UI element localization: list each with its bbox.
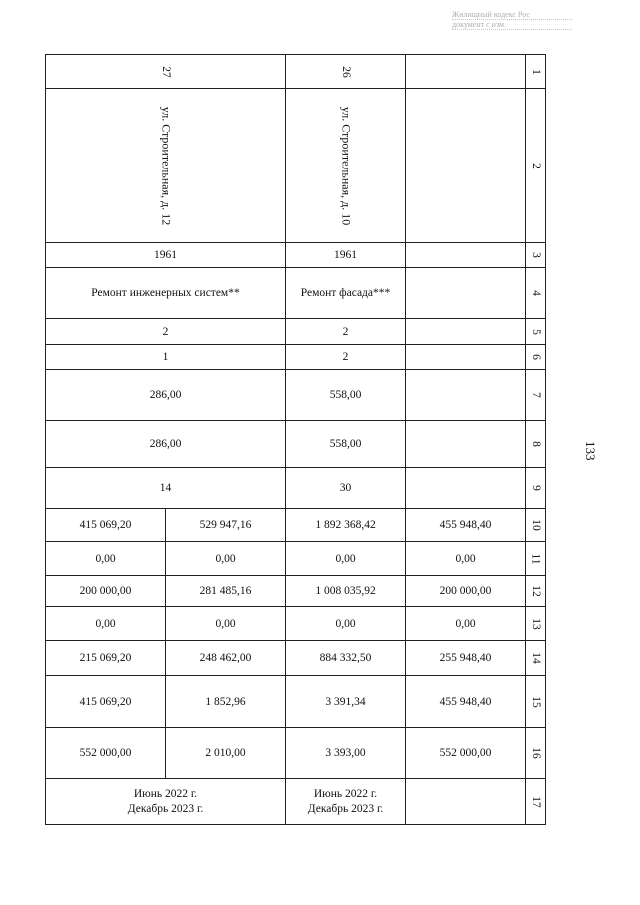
cell-r16-a: 552 000,00 — [46, 728, 166, 779]
cell-r13-b: 0,00 — [166, 607, 286, 641]
cell-r11-d: 0,00 — [406, 542, 526, 576]
cell-r7-c1: 286,00 — [46, 370, 286, 421]
row-number-7: 7 — [529, 392, 542, 398]
cell-r17-c2: Июнь 2022 г. Декабрь 2023 г. — [286, 779, 406, 825]
page-number: 133 — [583, 441, 598, 461]
table-row — [46, 542, 546, 576]
cell-r13-d: 0,00 — [406, 607, 526, 641]
cell-r3-c2: 1961 — [286, 243, 406, 268]
cell-r14-c: 884 332,50 — [286, 641, 406, 676]
cell-r16-d: 552 000,00 — [406, 728, 526, 779]
cell-r14-d: 255 948,40 — [406, 641, 526, 676]
cell-r12-a: 200 000,00 — [46, 576, 166, 607]
cell-r5-c2: 2 — [286, 319, 406, 345]
table-row — [46, 243, 546, 268]
cell-r14-a: 215 069,20 — [46, 641, 166, 676]
row-number-12: 12 — [529, 585, 542, 597]
table-row — [46, 509, 546, 542]
row-number-1: 1 — [529, 68, 542, 75]
cell-r12-c: 1 008 035,92 — [286, 576, 406, 607]
table-row — [46, 370, 546, 421]
table-row — [46, 319, 546, 345]
row-number-10: 10 — [529, 519, 542, 531]
row-number-8: 8 — [529, 441, 542, 447]
cell-r13-c: 0,00 — [286, 607, 406, 641]
table-row — [46, 676, 546, 728]
cell-r16-b: 2 010,00 — [166, 728, 286, 779]
row-number-4: 4 — [529, 290, 542, 296]
cell-r12-d: 200 000,00 — [406, 576, 526, 607]
cell-r4-c2: Ремонт фасада*** — [286, 268, 406, 319]
table-row — [46, 421, 546, 468]
table-row — [46, 641, 546, 676]
row-number-17: 17 — [529, 795, 542, 808]
table-row — [46, 55, 546, 89]
row-number-13: 13 — [529, 617, 542, 630]
cell-r12-b: 281 485,16 — [166, 576, 286, 607]
cell-r4-c1: Ремонт инженерных систем** — [46, 268, 286, 319]
cell-r16-c: 3 393,00 — [286, 728, 406, 779]
cell-r15-b: 1 852,96 — [166, 676, 286, 728]
cell-r10-b: 529 947,16 — [166, 509, 286, 542]
data-table — [45, 54, 546, 825]
row-number-15: 15 — [529, 695, 542, 708]
table-row — [46, 728, 546, 779]
row-number-3: 3 — [529, 252, 542, 258]
cell-r2-c1: ул. Строительная, д. 12 — [159, 106, 173, 225]
cell-r8-c1: 286,00 — [46, 421, 286, 468]
cell-r10-c: 1 892 368,42 — [286, 509, 406, 542]
cell-r11-b: 0,00 — [166, 542, 286, 576]
cell-r17-c1: Июнь 2022 г. Декабрь 2023 г. — [46, 779, 286, 825]
row-number-16: 16 — [529, 747, 542, 759]
cell-r1-c1: 27 — [159, 65, 172, 78]
table-row — [46, 607, 546, 641]
table-row — [46, 345, 546, 370]
cell-r3-c1: 1961 — [46, 243, 286, 268]
cell-r11-c: 0,00 — [286, 542, 406, 576]
cell-r9-c2: 30 — [286, 468, 406, 509]
cell-r15-c: 3 391,34 — [286, 676, 406, 728]
cell-r13-a: 0,00 — [46, 607, 166, 641]
cell-r8-c2: 558,00 — [286, 421, 406, 468]
cell-r7-c2: 558,00 — [286, 370, 406, 421]
table-row — [46, 468, 546, 509]
table-row — [46, 89, 546, 243]
cell-r6-c2: 2 — [286, 345, 406, 370]
cell-r11-a: 0,00 — [46, 542, 166, 576]
row-number-6: 6 — [529, 354, 542, 360]
row-number-5: 5 — [529, 328, 542, 335]
row-number-14: 14 — [529, 652, 542, 664]
cell-r5-c1: 2 — [46, 319, 286, 345]
document-stamp — [452, 10, 572, 38]
cell-r6-c1: 1 — [46, 345, 286, 370]
stamp-line-2: документ с изм. — [452, 20, 572, 30]
row-number-11: 11 — [529, 552, 542, 565]
table-row — [46, 268, 546, 319]
cell-r9-c1: 14 — [46, 468, 286, 509]
cell-r1-c2: 26 — [339, 65, 352, 78]
cell-r2-c3 — [406, 89, 526, 243]
table-row — [46, 779, 546, 825]
table-row — [46, 576, 546, 607]
cell-r1-c3 — [406, 55, 526, 89]
stamp-line-1: Жилищный кодекс Рос — [452, 10, 572, 20]
cell-r15-a: 415 069,20 — [46, 676, 166, 728]
cell-r15-d: 455 948,40 — [406, 676, 526, 728]
row-number-9: 9 — [529, 485, 542, 491]
cell-r10-d: 455 948,40 — [406, 509, 526, 542]
cell-r10-a: 415 069,20 — [46, 509, 166, 542]
cell-r14-b: 248 462,00 — [166, 641, 286, 676]
cell-r2-c2: ул. Строительная, д. 10 — [339, 106, 353, 225]
row-number-2: 2 — [529, 162, 542, 169]
